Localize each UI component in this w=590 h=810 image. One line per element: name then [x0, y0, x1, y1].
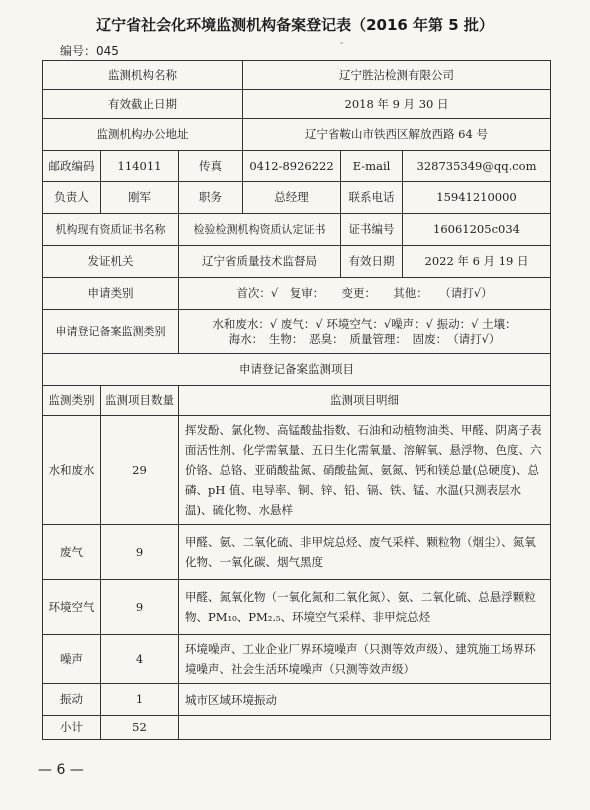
application-type-value: 首次：√ 复审： 变更： 其他： （请打√） [179, 278, 551, 310]
item-detail: 甲醛、氨、二氧化硫、非甲烷总烃、废气采样、颗粒物（烟尘）、氮氧化物、一氧化碳、烟气黑度 [179, 525, 551, 580]
person-label: 负责人 [43, 182, 101, 214]
page-title: 辽宁省社会化环境监测机构备案登记表（2016 年第 5 批） [96, 16, 494, 34]
postcode-label: 邮政编码 [43, 151, 101, 182]
postcode-value: 114011 [101, 151, 179, 182]
expiry-label: 有效日期 [341, 246, 403, 278]
item-count: 1 [101, 684, 179, 716]
item-category: 振动 [43, 684, 101, 716]
registration-table [42, 60, 551, 740]
item-detail: 挥发酚、氯化物、高锰酸盐指数、石油和动植物油类、甲醛、阴离子表面活性剂、化学需氧量、五日生化需氧量、溶解氧、悬浮物、色度、六价铬、总铬、亚硝酸盐氮、硝酸盐氮、氨氮、钙和镁总量(总硬度)、总磷、pH 值、电导率、铜、锌、铅、镉、铁、锰、水温(只测表层水温)、硫化物、水悬样 [179, 416, 551, 525]
category-line-2: 海水： 生物： 恶臭： 质量管理： 固废： （请打√） [228, 331, 501, 346]
item-detail: 甲醛、氮氧化物（一氧化氮和二氧化氮）、氨、二氧化硫、总悬浮颗粒物、PM₁₀、PM₂.₅、环境空气采样、非甲烷总烃 [179, 580, 551, 635]
col-category-header: 监测类别 [43, 386, 101, 416]
item-count: 9 [101, 580, 179, 635]
application-type-label: 申请类别 [43, 278, 179, 310]
row-subtotal [43, 716, 551, 740]
row-issuer [43, 246, 551, 278]
fax-value: 0412-8926222 [243, 151, 341, 182]
item-detail: 环境噪声、工业企业厂界环境噪声（只测等效声级）、建筑施工场界环境噪声、社会生活环境噪声（只测等效声级） [179, 635, 551, 684]
valid-date-value: 2018 年 9 月 30 日 [243, 90, 551, 119]
person-value: 刚军 [101, 182, 179, 214]
item-count: 29 [101, 416, 179, 525]
issuer-label: 发证机关 [43, 246, 179, 278]
table-row [43, 684, 551, 716]
email-value: 328735349@qq.com [403, 151, 551, 182]
cert-name-value: 检验检测机构资质认定证书 [179, 214, 341, 246]
row-section-title [43, 354, 551, 386]
col-count-header: 监测项目数量 [101, 386, 179, 416]
item-category: 环境空气 [43, 580, 101, 635]
row-application-category [43, 310, 551, 354]
category-line-1: 水和废水：√ 废气：√ 环境空气：√噪声：√ 振动：√ 土壤： [212, 316, 517, 331]
row-contact [43, 151, 551, 182]
subtotal-label: 小计 [43, 716, 101, 740]
row-person [43, 182, 551, 214]
row-application-type [43, 278, 551, 310]
page-number: — 6 — [38, 762, 84, 778]
address-value: 辽宁省鞍山市铁西区解放西路 64 号 [243, 119, 551, 151]
document-number: 编号：045 [60, 44, 119, 58]
institution-name-value: 辽宁胜沾检测有限公司 [243, 61, 551, 90]
cert-no-value: 16061205c034 [403, 214, 551, 246]
position-value: 总经理 [243, 182, 341, 214]
item-category: 废气 [43, 525, 101, 580]
item-category: 噪声 [43, 635, 101, 684]
table-row [43, 525, 551, 580]
row-certificate [43, 214, 551, 246]
subtotal-detail [179, 716, 551, 740]
items-section-title: 申请登记备案监测项目 [43, 354, 551, 386]
header-mark: - [340, 38, 344, 49]
table-row [43, 580, 551, 635]
subtotal-value: 52 [101, 716, 179, 740]
col-detail-header: 监测项目明细 [179, 386, 551, 416]
valid-date-label: 有效截止日期 [43, 90, 243, 119]
cert-name-label: 机构现有资质证书名称 [43, 214, 179, 246]
phone-label: 联系电话 [341, 182, 403, 214]
item-category: 水和废水 [43, 416, 101, 525]
issuer-value: 辽宁省质量技术监督局 [179, 246, 341, 278]
institution-name-label: 监测机构名称 [43, 61, 243, 90]
phone-value: 15941210000 [403, 182, 551, 214]
address-label: 监测机构办公地址 [43, 119, 243, 151]
fax-label: 传真 [179, 151, 243, 182]
expiry-value: 2022 年 6 月 19 日 [403, 246, 551, 278]
row-items-header [43, 386, 551, 416]
item-count: 4 [101, 635, 179, 684]
row-institution-name [43, 61, 551, 90]
table-row [43, 416, 551, 525]
application-category-value [179, 310, 551, 354]
cert-no-label: 证书编号 [341, 214, 403, 246]
email-label: E-mail [341, 151, 403, 182]
row-valid-date [43, 90, 551, 119]
table-row [43, 635, 551, 684]
item-count: 9 [101, 525, 179, 580]
row-address [43, 119, 551, 151]
item-detail: 城市区域环境振动 [179, 684, 551, 716]
application-category-label: 申请登记备案监测类别 [43, 310, 179, 354]
position-label: 职务 [179, 182, 243, 214]
